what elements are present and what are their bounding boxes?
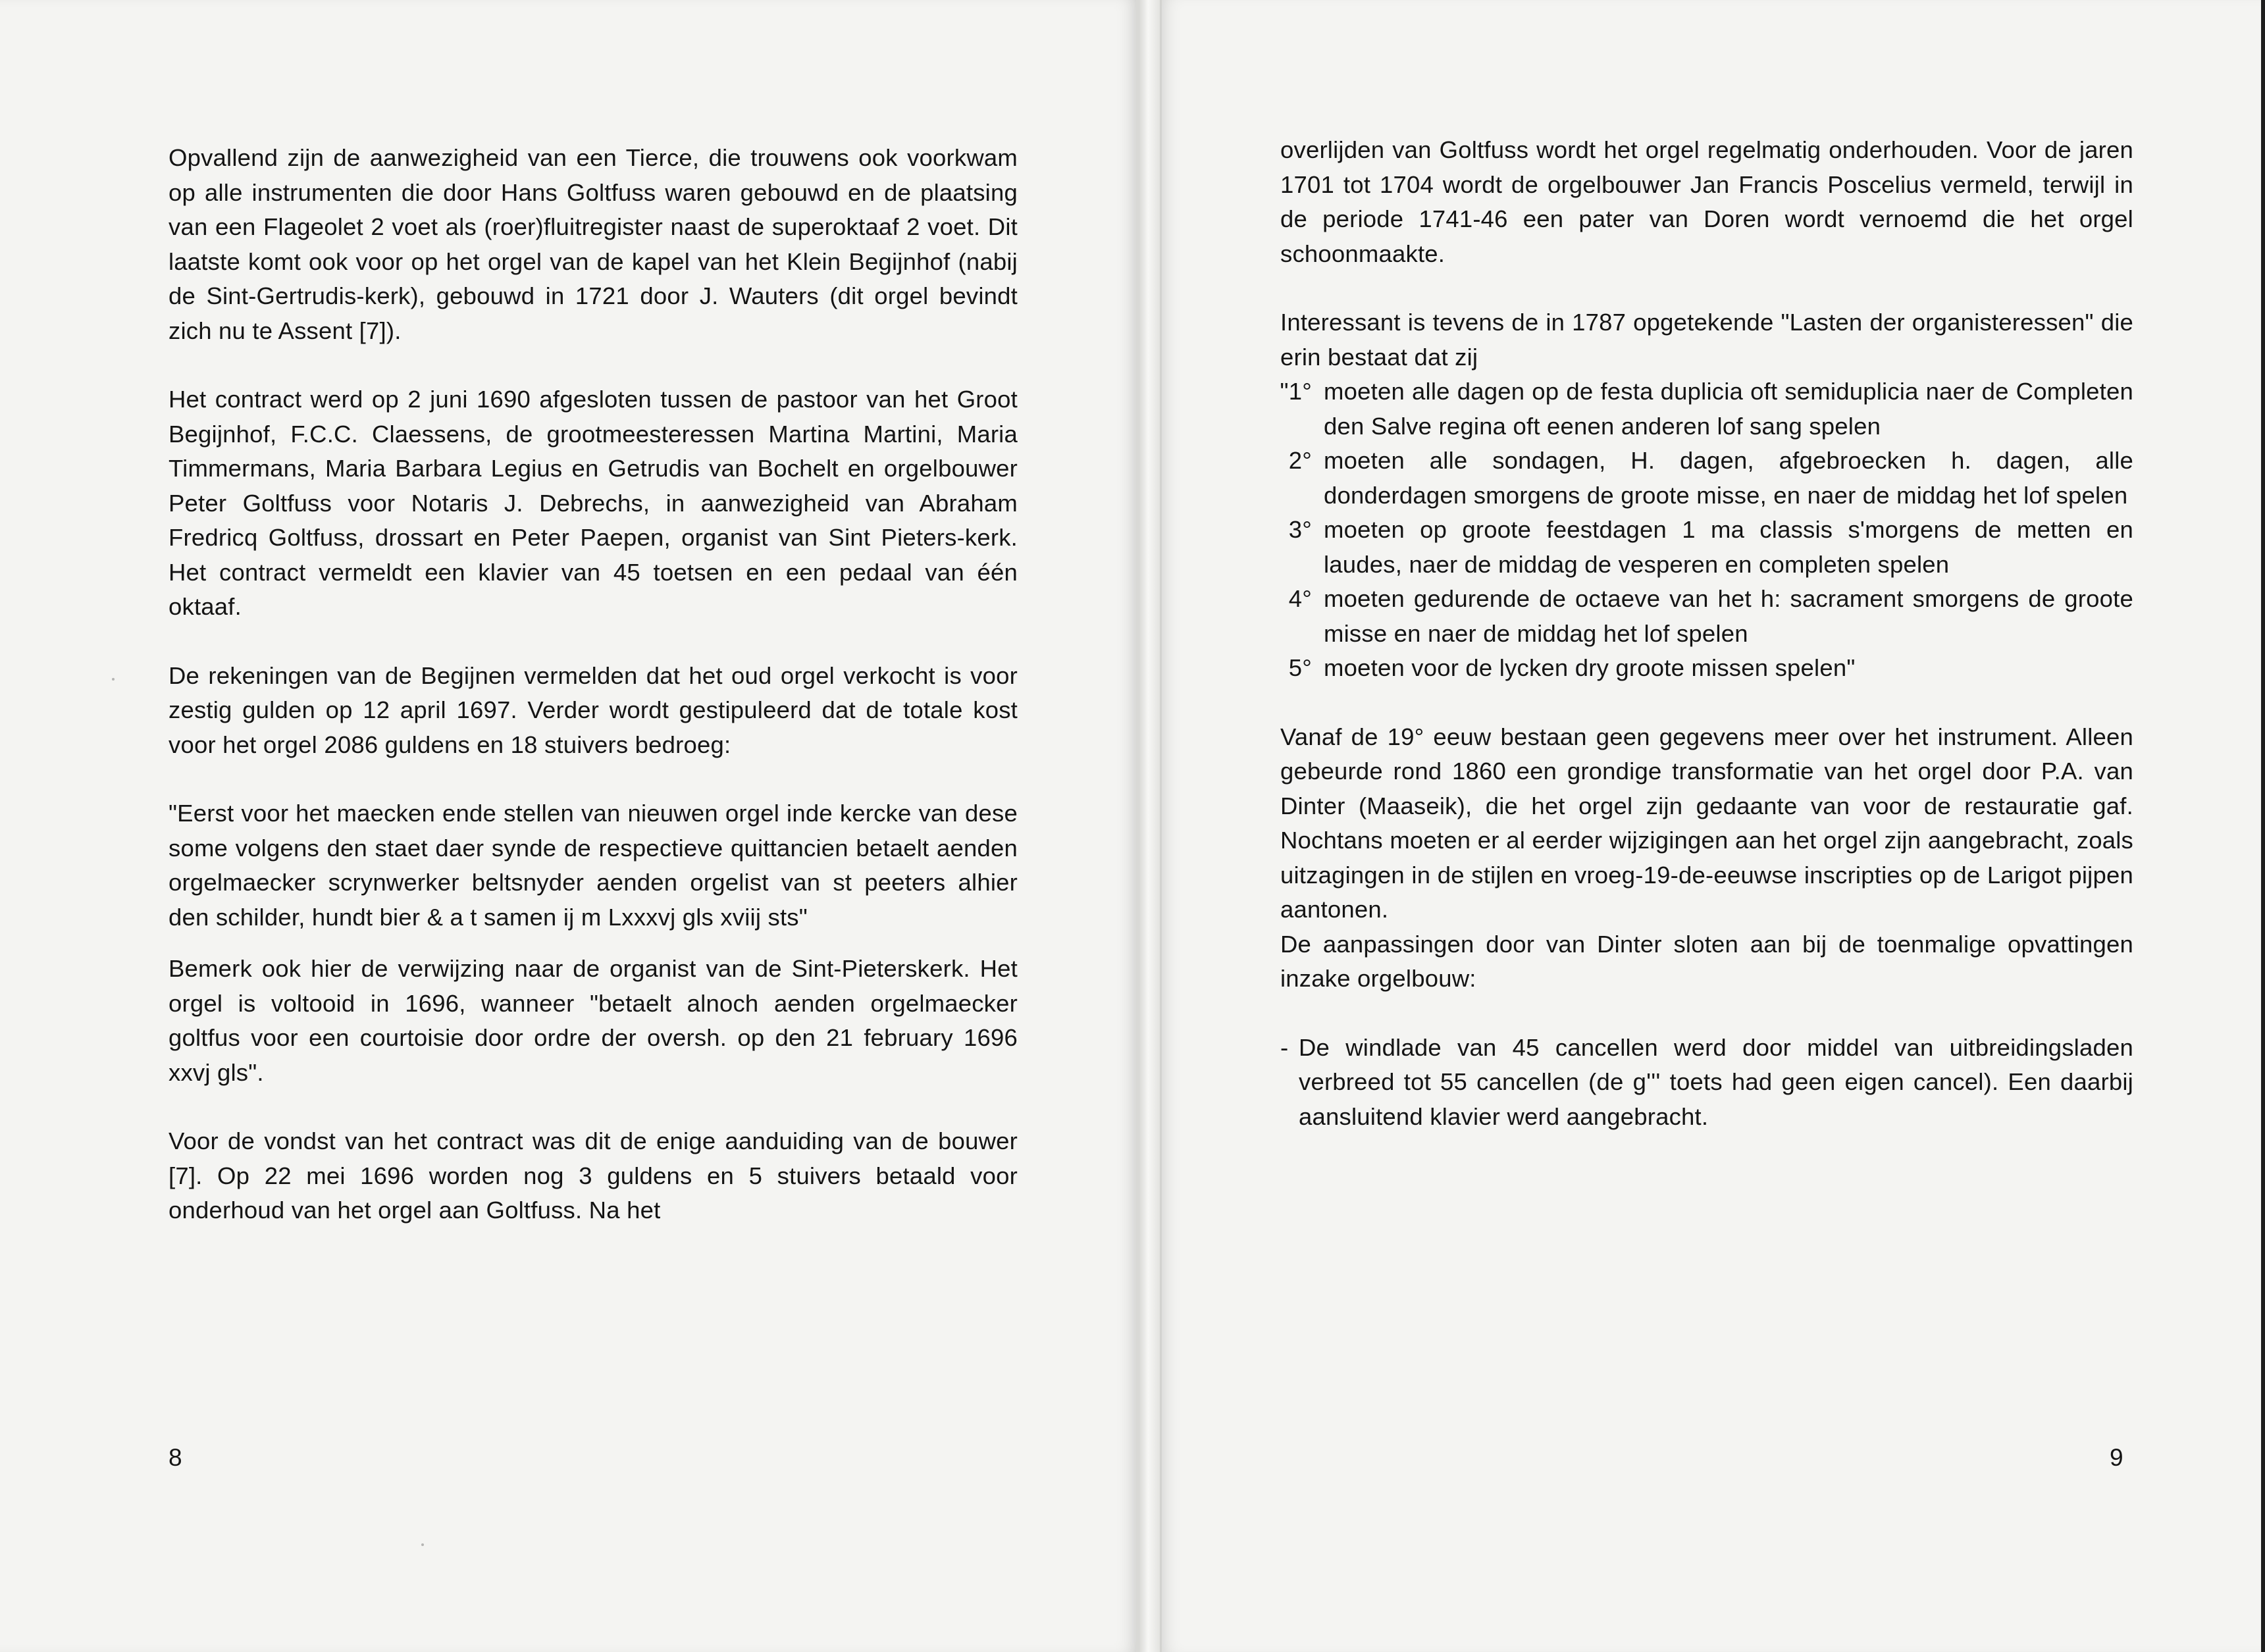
scan-speck — [421, 1543, 424, 1546]
list-item — [1263, 374, 2133, 444]
dash-list-text: De windlade van 45 cancellen werd door middel van uitbreidingsladen verbreed tot 55 cancellen (de g''' toets had geen eigen cancel). Een daarbij aansluitend klavier werd aangebracht. — [1299, 1033, 2133, 1130]
list-item-number: 4° — [1288, 585, 1312, 612]
scan-right-edge — [2261, 0, 2265, 1652]
left-page-text — [169, 141, 1018, 1262]
paragraph-rekeningen: De rekeningen van de Begijnen vermelden dat het oud orgel verkocht is voor zestig gulden op 12 april 1697. Verder wordt gestipuleerd dat de totale kost voor het orgel 2086 guldens en 18 stuivers bedroeg: — [169, 661, 1018, 758]
list-item-text: moeten voor de lycken dry groote missen spelen" — [1324, 654, 1856, 681]
list-item-text: moeten gedurende de octaeve van het h: sacrament smorgens de groote misse en naer de middag het lof spelen — [1324, 585, 2133, 647]
paragraph-bemerk: Bemerk ook hier de verwijzing naar de organist van de Sint-Pieterskerk. Het orgel is voltooid in 1696, wanneer "betaelt alnoch aenden orgelmaecker goltfus voor een courtoisie door ordre der oversh. op den 21 february 1696 xxvj gls". — [169, 955, 1018, 1086]
page-number-left: 8 — [169, 1444, 182, 1471]
dash-bullet: - — [1280, 1033, 1289, 1061]
list-item-number: 3° — [1288, 516, 1312, 543]
paragraph-contract: Het contract werd op 2 juni 1690 afgesloten tussen de pastoor van het Groot Begijnhof, F.C.C. Claessens, de grootmeesteressen Martina Martini, Maria Timmermans, Maria Barbara Legius en Getrudis van Bochelt en orgelbouwer Peter Goltfuss voor Notaris J. Debrechs, in aanwezigheid van Abraham Fredricq Goltfuss, drossart en Peter Paepen, organist van Sint Pieters-kerk. Het contract vermeldt een klavier van 45 toetsen en een pedaal van één oktaaf. — [169, 386, 1018, 620]
list-item-number: "1° — [1280, 378, 1312, 405]
lasten-list — [1263, 374, 2133, 686]
list-item-number: 2° — [1288, 447, 1312, 474]
paragraph-tierce: Opvallend zijn de aanwezigheid van een Tierce, die trouwens ook voorkwam op alle instrumenten die door Hans Goltfuss waren gebouwd en de plaatsing van een Flageolet 2 voet als (roer)fluitregister naast de superoktaaf 2 voet. Dit laatste komt ook voor op het orgel van de kapel van het Klein Begijnhof (nabij de Sint-Gertrudis-kerk), gebouwd in 1721 door J. Wauters (dit orgel bevindt zich nu te Assent [7]). — [169, 144, 1018, 344]
paragraph-vondst: Voor de vondst van het contract was dit de enige aanduiding van de bouwer [7]. Op 22 mei 1696 worden nog 3 guldens en 5 stuivers betaald voor onderhoud van het orgel aan Goltfuss. Na het — [169, 1127, 1018, 1224]
list-item-text: moeten op groote feestdagen 1 ma classis s'morgens de metten en laudes, naer de middag de vesperen en completen spelen — [1324, 516, 2133, 578]
book-gutter — [1139, 0, 1160, 1652]
list-item — [1263, 513, 2133, 582]
right-page-text — [1280, 133, 2133, 1134]
list-item — [1263, 651, 2133, 686]
list-item-number: 5° — [1288, 654, 1312, 681]
paragraph-19e-eeuw: Vanaf de 19° eeuw bestaan geen gegevens meer over het instrument. Alleen gebeurde rond 1860 een grondige transformatie van het orgel door P.A. van Dinter (Maaseik), die het orgel zijn gedaante van voor de restauratie gaf. Nochtans moeten er al eerder wijzigingen aan het orgel zijn aangebracht, zoals uitzagingen in de stijlen en vroeg-19-de-eeuwse inscripties op de Larigot pijpen aantonen. — [1280, 723, 2133, 923]
paragraph-lasten-intro: Interessant is tevens de in 1787 opgetekende "Lasten der organisteressen" die erin bestaat dat zij — [1280, 309, 2133, 371]
list-item — [1263, 582, 2133, 651]
scan-speck — [112, 678, 115, 681]
paragraph-aanpassingen: De aanpassingen door van Dinter sloten aan bij de toenmalige opvattingen inzake orgelbouw: — [1280, 930, 2133, 992]
quote-eerst: "Eerst voor het maecken ende stellen van nieuwen orgel inde kercke van dese some volgens den staet daer synde de respectieve quittancien betaelt aenden orgelmaecker scrynwerker beltsnyder aenden orgelist van st peeters alhier den schilder, hundt bier & a t samen ij m Lxxxvj gls xviij sts" — [169, 800, 1018, 931]
list-item-text: moeten alle sondagen, H. dagen, afgebroecken h. dagen, alle donderdagen smorgens de groote misse, en naer de middag het lof spelen — [1324, 447, 2133, 509]
page-number-right: 9 — [2110, 1444, 2123, 1471]
dash-list-item — [1280, 1031, 2133, 1135]
list-item — [1263, 444, 2133, 513]
list-item-text: moeten alle dagen op de festa duplicia oft semiduplicia naer de Completen den Salve regina oft eenen anderen lof sang spelen — [1324, 378, 2133, 440]
paragraph-overlijden: overlijden van Goltfuss wordt het orgel regelmatig onderhouden. Voor de jaren 1701 tot 1704 wordt de orgelbouwer Jan Francis Poscelius vermeld, terwijl in de periode 1741-46 een pater van Doren wordt vernoemd die het orgel schoonmaakte. — [1280, 136, 2133, 267]
